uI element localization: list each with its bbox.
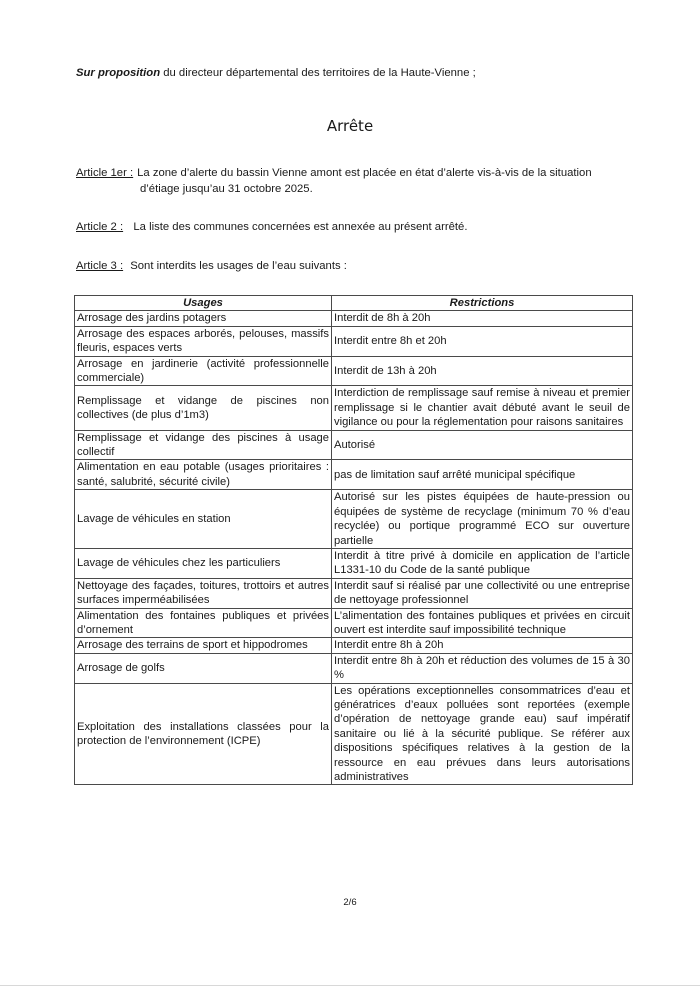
table-row bbox=[75, 430, 633, 460]
usage-cell: Remplissage et vidange de piscines non collectives (de plus d’1m3) bbox=[75, 386, 332, 430]
restriction-cell: Interdit entre 8h à 20h bbox=[332, 638, 633, 653]
table-row bbox=[75, 608, 633, 638]
article-2-label: Article 2 : bbox=[76, 221, 124, 233]
article-3-text: Sont interdits les usages de l’eau suivants : bbox=[130, 260, 347, 272]
intro-emphasis: Sur proposition bbox=[76, 67, 161, 79]
usage-cell: Exploitation des installations classées pour la protection de l’environnement (ICPE) bbox=[75, 683, 332, 785]
article-1-text-line1: La zone d’alerte du bassin Vienne amont est placée en état d’alerte vis-à-vis de la situation bbox=[137, 167, 592, 179]
usage-cell: Lavage de véhicules chez les particuliers bbox=[75, 548, 332, 578]
restriction-cell: Interdit entre 8h et 20h bbox=[332, 326, 633, 356]
table-row bbox=[75, 548, 633, 578]
usage-cell: Arrosage en jardinerie (activité professionnelle commerciale) bbox=[75, 356, 332, 386]
article-2 bbox=[76, 220, 636, 236]
table-row bbox=[75, 638, 633, 653]
article-3 bbox=[76, 259, 636, 275]
table-row bbox=[75, 490, 633, 549]
article-1 bbox=[76, 166, 636, 197]
header-usages: Usages bbox=[75, 296, 332, 311]
table-row bbox=[75, 356, 633, 386]
article-1-text-line2: d’étiage jusqu’au 31 octobre 2025. bbox=[140, 182, 313, 195]
usage-cell: Remplissage et vidange des piscines à usage collectif bbox=[75, 430, 332, 460]
restriction-cell: Interdit de 8h à 20h bbox=[332, 311, 633, 326]
usage-cell: Arrosage des jardins potagers bbox=[75, 311, 332, 326]
restriction-cell: Autorisé sur les pistes équipées de haute-pression ou équipées de système de recyclage (minimum 70 % d’eau recyclée) ou portique programmé ECO sur ouverture partielle bbox=[332, 490, 633, 549]
page-bottom-divider bbox=[0, 985, 700, 986]
restriction-cell: Interdit entre 8h à 20h et réduction des volumes de 15 à 30 % bbox=[332, 653, 633, 683]
restriction-cell: pas de limitation sauf arrêté municipal spécifique bbox=[332, 460, 633, 490]
restriction-cell: Interdit à titre privé à domicile en application de l’article L1331-10 du Code de la santé publique bbox=[332, 548, 633, 578]
table-row bbox=[75, 386, 633, 430]
usage-cell: Nettoyage des façades, toitures, trottoirs et autres surfaces imperméabilisées bbox=[75, 578, 332, 608]
usage-cell: Lavage de véhicules en station bbox=[75, 490, 332, 549]
table-row bbox=[75, 578, 633, 608]
page-heading: Arrête bbox=[326, 117, 374, 135]
restriction-cell: Interdiction de remplissage sauf remise à niveau et premier remplissage si le chantier avait débuté avant le seuil de vigilance ou pour la réglementation pour raisons sanitaires bbox=[332, 386, 633, 430]
water-usage-restrictions-table bbox=[74, 295, 633, 785]
intro-paragraph bbox=[76, 66, 636, 80]
table-row bbox=[75, 326, 633, 356]
table-header-row bbox=[75, 296, 633, 311]
article-2-text: La liste des communes concernées est annexée au présent arrêté. bbox=[133, 221, 468, 233]
usage-cell: Arrosage des espaces arborés, pelouses, massifs fleuris, espaces verts bbox=[75, 326, 332, 356]
usage-cell: Arrosage des terrains de sport et hippodromes bbox=[75, 638, 332, 653]
intro-text: du directeur départemental des territoires de la Haute-Vienne ; bbox=[160, 67, 476, 79]
restriction-cell: Les opérations exceptionnelles consommatrices d’eau et génératrices d’eaux polluées sont reportées (exemple d’opération de nettoyage grande eau) sauf impératif sanitaire ou lié à la sécurité publique. Se référer aux dispositions spécifiques relatives à la gestion de la ressource en eau prévues dans leurs autorisations administratives bbox=[332, 683, 633, 785]
usage-cell: Alimentation des fontaines publiques et privées d’ornement bbox=[75, 608, 332, 638]
header-restrictions: Restrictions bbox=[332, 296, 633, 311]
usage-cell: Arrosage de golfs bbox=[75, 653, 332, 683]
restriction-cell: Autorisé bbox=[332, 430, 633, 460]
article-1-label: Article 1er : bbox=[76, 167, 134, 179]
restriction-cell: Interdit sauf si réalisé par une collectivité ou une entreprise de nettoyage professionnel bbox=[332, 578, 633, 608]
restriction-cell: L’alimentation des fontaines publiques et privées en circuit ouvert est interdite sauf impossibilité technique bbox=[332, 608, 633, 638]
table-row bbox=[75, 460, 633, 490]
table-row bbox=[75, 311, 633, 326]
usage-cell: Alimentation en eau potable (usages prioritaires : santé, salubrité, sécurité civile) bbox=[75, 460, 332, 490]
table-row bbox=[75, 653, 633, 683]
restriction-cell: Interdit de 13h à 20h bbox=[332, 356, 633, 386]
page-number: 2/6 bbox=[343, 897, 357, 908]
article-3-label: Article 3 : bbox=[76, 260, 124, 272]
table-row bbox=[75, 683, 633, 785]
